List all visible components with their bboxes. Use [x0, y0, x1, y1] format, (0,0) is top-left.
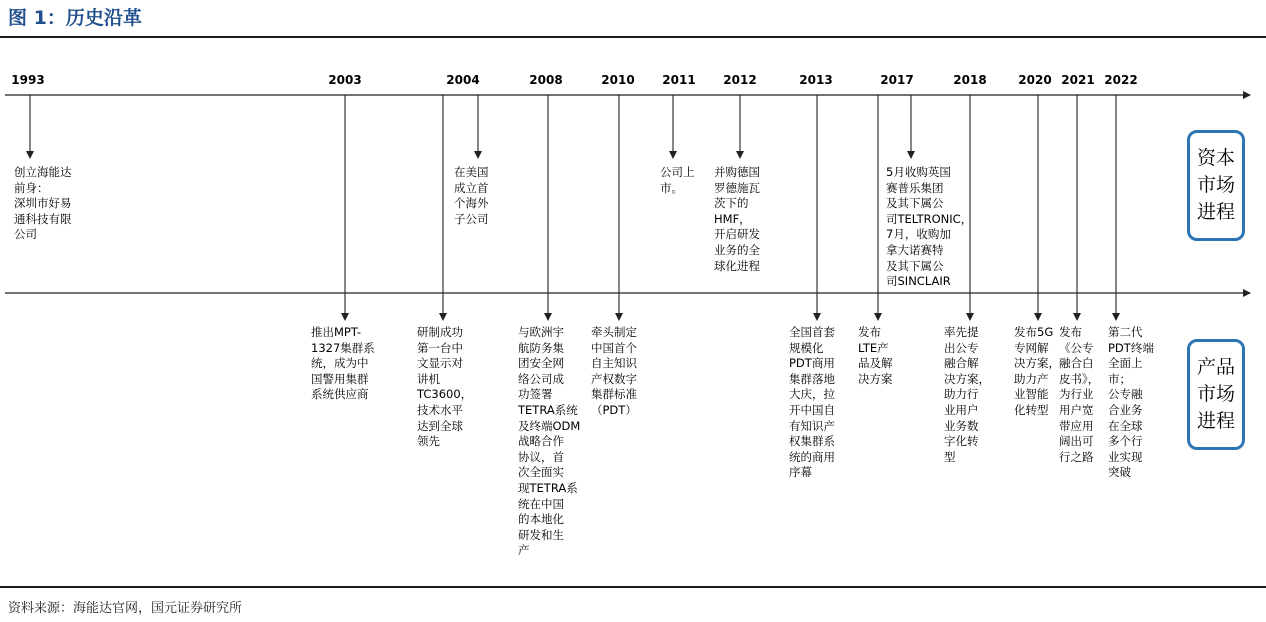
year-label-2011: 2011 — [662, 73, 696, 87]
product-event-2010: 牵头制定 中国首个 自主知识 产权数字 集群标准 （PDT） — [591, 325, 637, 417]
year-label-1993: 1993 — [11, 73, 45, 87]
capital-event-2017: 5月收购英国 赛普乐集团 及其下属公 司TELTRONIC， 7月，收购加 拿大诺赛特 及其下属公 司SINCLAIR — [886, 165, 973, 289]
year-label-2010: 2010 — [601, 73, 635, 87]
product-event-2008: 与欧洲宇 航防务集 团安全网 络公司成 功签署 TETRA系统 及终端ODM 战略合作 协议，首 次全面实 现TETRA系 统在中国 的本地化 研发和生 产 — [518, 325, 581, 558]
source-note: 资料来源：海能达官网，国元证券研究所 — [8, 601, 243, 616]
year-label-2017: 2017 — [880, 73, 914, 87]
capital-event-2012: 并购德国 罗德施瓦 茨下的 HMF， 开启研发 业务的全 球化进程 — [714, 165, 760, 273]
capital-event-1993: 创立海能达 前身： 深圳市好易 通科技有限 公司 — [14, 165, 72, 242]
year-label-2018: 2018 — [953, 73, 987, 87]
capital-track-box: 资本 市场 进程 — [1187, 130, 1245, 241]
product-event-2022: 第二代 PDT终端 全面上 市； 公专融 合业务 在全球 多个行 业实现 突破 — [1108, 325, 1154, 480]
product-event-2021: 发布 《公专 融合白 皮书》， 为行业 用户宽 带应用 阔出可 行之路 — [1059, 325, 1100, 464]
year-label-2013: 2013 — [799, 73, 833, 87]
capital-event-2011: 公司上 市。 — [660, 165, 695, 195]
product-event-2017: 发布 LTE产 品及解 决方案 — [858, 325, 893, 386]
product-event-2020: 发布5G 专网解 决方案， 助力产 业智能 化转型 — [1014, 325, 1060, 417]
product-track-box: 产品 市场 进程 — [1187, 339, 1245, 450]
product-event-2013: 全国首套 规模化 PDT商用 集群落地 大庆，拉 开中国自 有知识产 权集群系 统的商用 序幕 — [789, 325, 835, 480]
year-label-2012: 2012 — [723, 73, 757, 87]
product-event-2003: 推出MPT- 1327集群系 统，成为中 国警用集群 系统供应商 — [311, 325, 375, 402]
year-label-2003: 2003 — [328, 73, 362, 87]
product-event-2004: 研制成功 第一台中 文显示对 讲机 TC3600， 技术水平 达到全球 领先 — [417, 325, 473, 449]
product-event-2018: 率先提 出公专 融合解 决方案， 助力行 业用户 业务数 字化转 型 — [944, 325, 990, 464]
capital-event-2004: 在美国 成立首 个海外 子公司 — [454, 165, 489, 226]
year-label-2021: 2021 — [1061, 73, 1095, 87]
year-label-2004: 2004 — [446, 73, 480, 87]
year-label-2008: 2008 — [529, 73, 563, 87]
bottom-rule — [0, 586, 1266, 588]
figure-title: 图 1：历史沿革 — [8, 7, 142, 29]
year-label-2022: 2022 — [1104, 73, 1138, 87]
year-label-2020: 2020 — [1018, 73, 1052, 87]
